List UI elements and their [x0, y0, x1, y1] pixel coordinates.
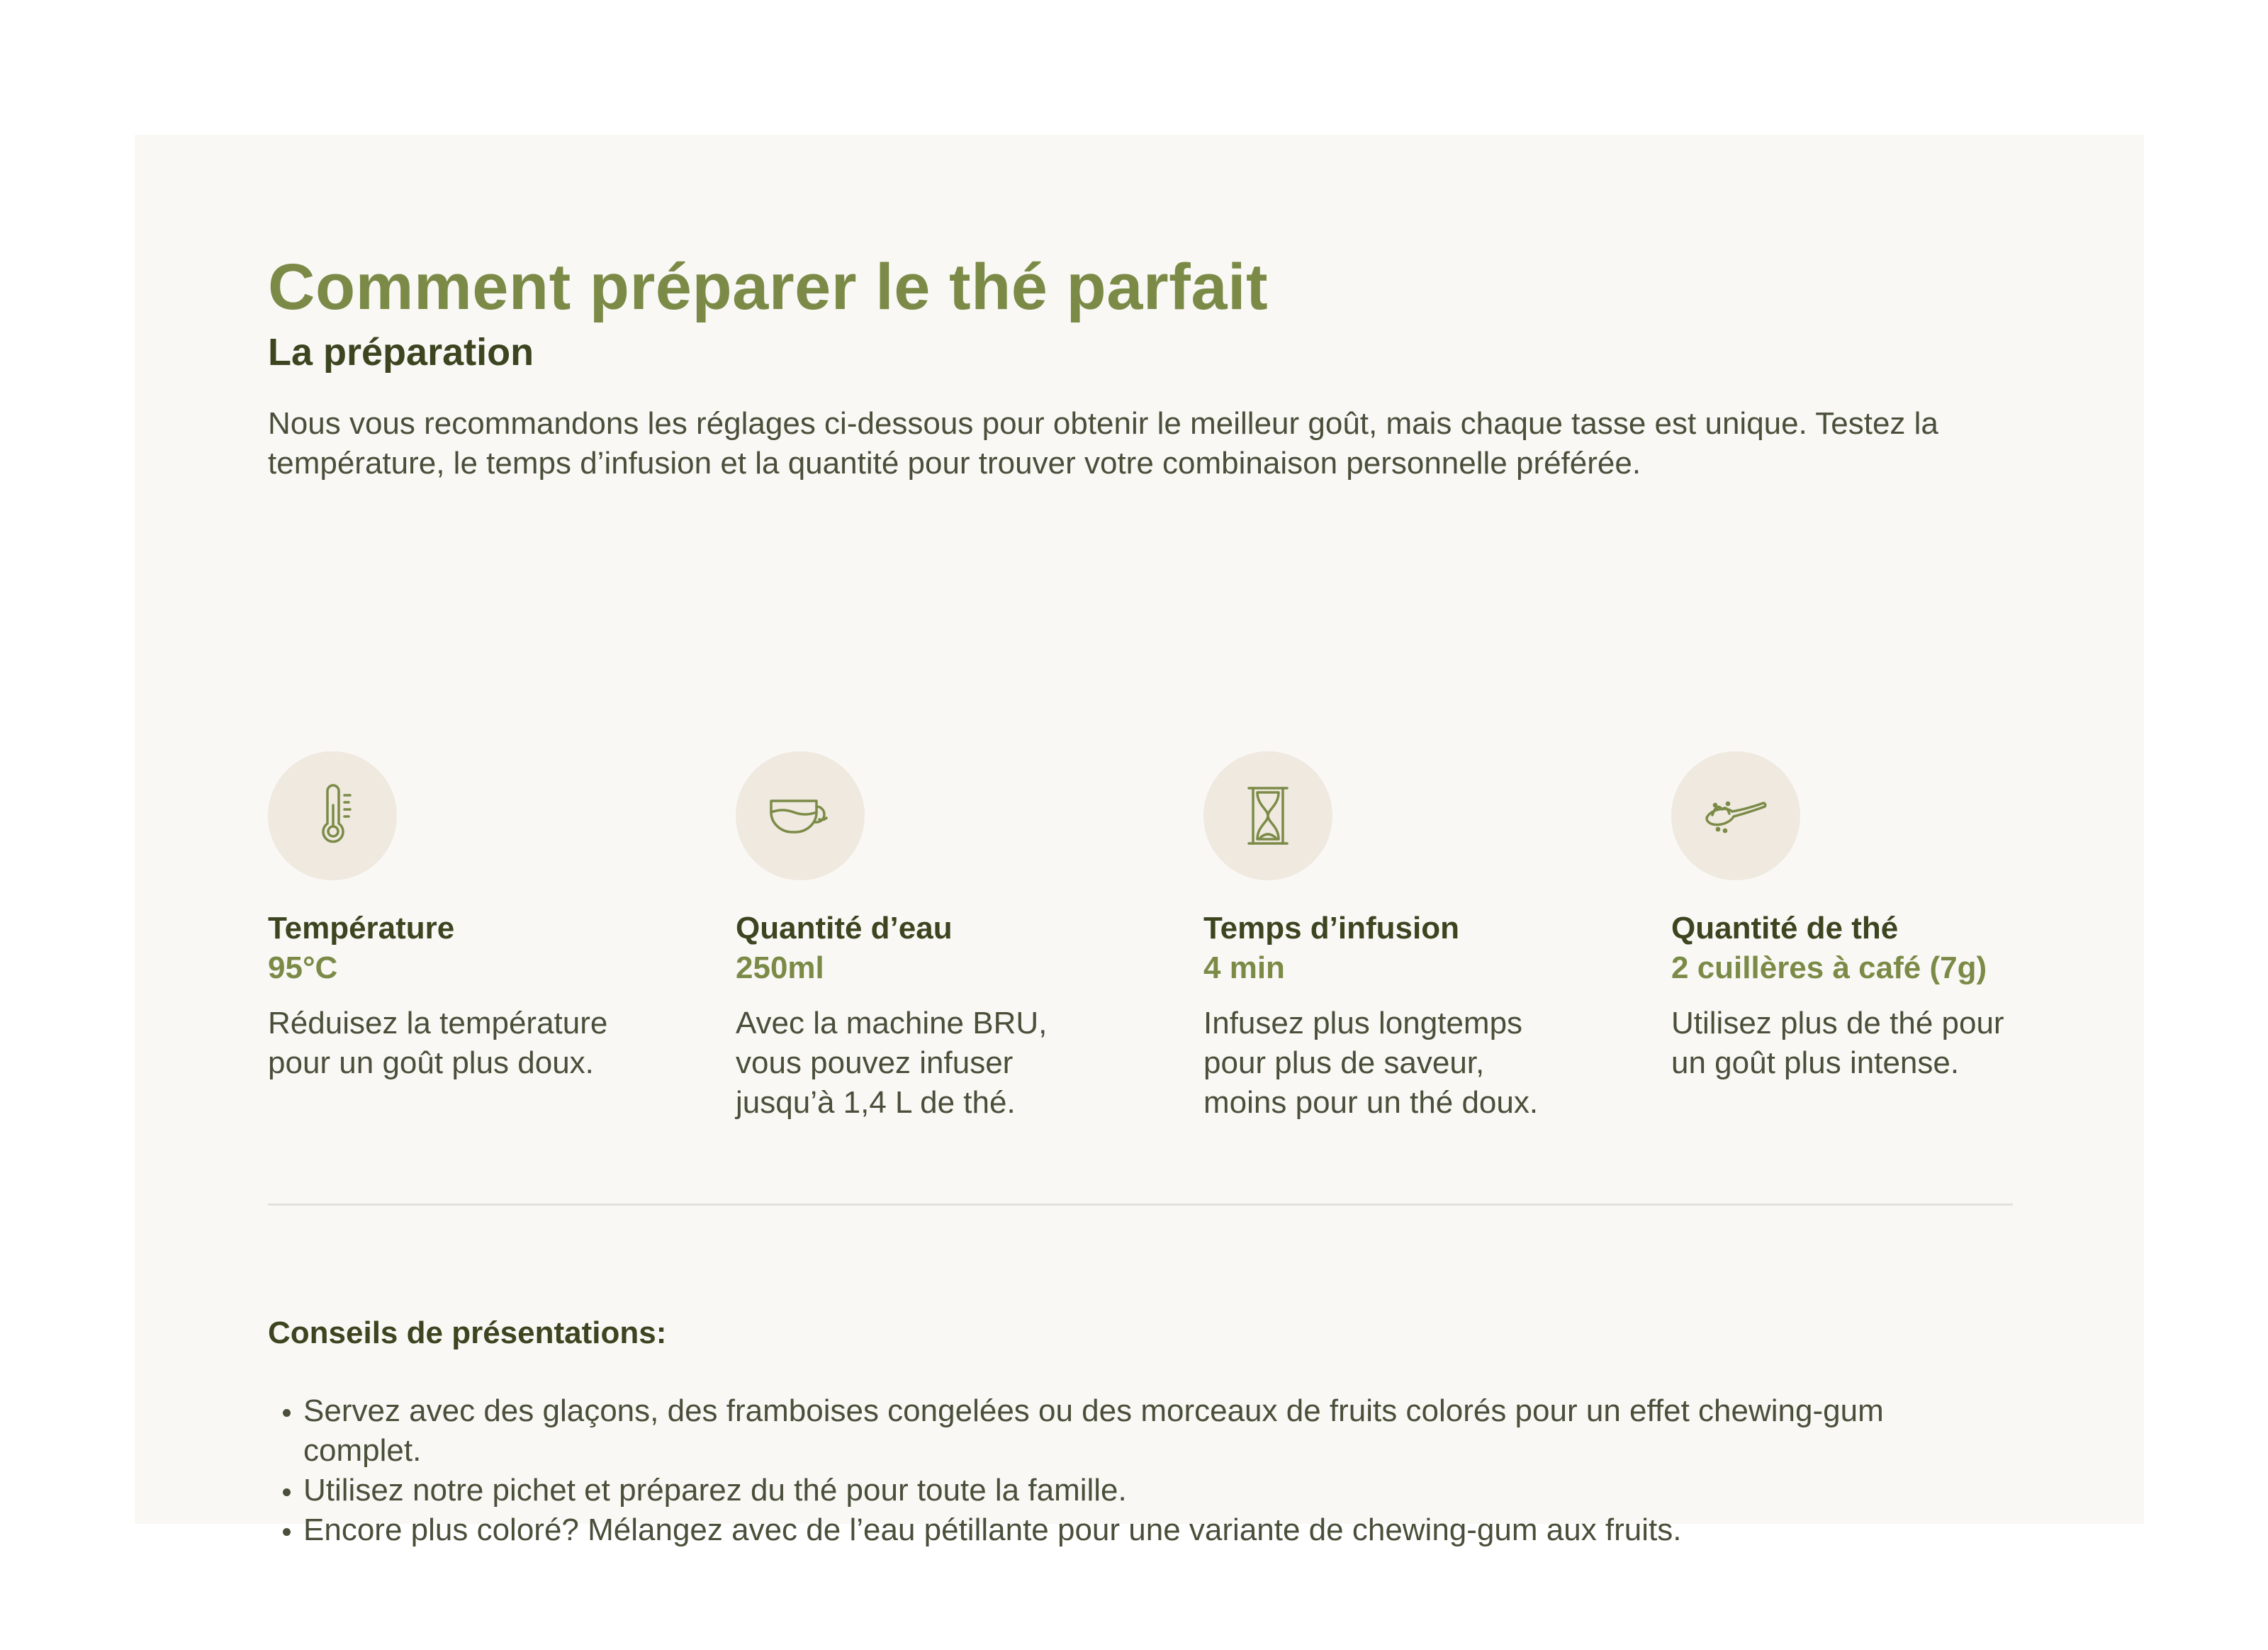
- intro-paragraph: Nous vous recommandons les réglages ci-dessous pour obtenir le meilleur goût, mais chaque tasse est unique. Testez la température, le temps d’infusion et la quantité pour trouver votre combinaison personnelle préférée.: [268, 406, 1938, 481]
- card-infusion-time: [1203, 751, 1586, 1123]
- card-water: [736, 751, 1118, 1123]
- card-label: Temps d’infusion: [1203, 911, 1459, 945]
- card-value: 4 min: [1203, 950, 1285, 985]
- card-tea-amount: [1671, 751, 2054, 1083]
- card-description: Infusez plus longtemps pour plus de saveur, moins pour un thé doux.: [1203, 1006, 1539, 1120]
- card-description: Utilisez plus de thé pour un goût plus intense.: [1671, 1006, 2004, 1080]
- card-value: 2 cuillères à café (7g): [1671, 950, 1987, 985]
- page-title: Comment préparer le thé parfait: [268, 251, 1269, 323]
- card-value: 250ml: [736, 950, 824, 985]
- tips-list: [268, 1391, 1976, 1550]
- content-area: [268, 248, 2013, 1547]
- card-label: Quantité d’eau: [736, 911, 953, 945]
- section-subtitle: La préparation: [268, 331, 534, 374]
- cup-icon: [736, 751, 865, 880]
- card-description: Avec la machine BRU, vous pouvez infuser jusqu’à 1,4 L de thé.: [736, 1006, 1048, 1120]
- hourglass-icon: [1203, 751, 1332, 880]
- card-label: Quantité de thé: [1671, 911, 1899, 945]
- card-value: 95°C: [268, 950, 338, 985]
- preparation-cards: [268, 751, 2013, 1148]
- spoon-icon: [1671, 751, 1800, 880]
- list-item: • Utilisez notre pichet et préparez du thé pour toute la famille.: [303, 1471, 1976, 1510]
- list-item: • Encore plus coloré? Mélangez avec de l’eau pétillante pour une variante de chewing-gum aux fruits.: [303, 1510, 1976, 1550]
- card-label: Température: [268, 911, 455, 945]
- content-panel: [135, 135, 2144, 1547]
- section-divider: [268, 1203, 2013, 1206]
- list-item: • Servez avec des glaçons, des framboises congelées ou des morceaux de fruits colorés pour un effet chewing-gum complet.: [303, 1391, 1976, 1471]
- tips-heading: Conseils de présentations:: [268, 1315, 667, 1350]
- card-description: Réduisez la température pour un goût plus doux.: [268, 1006, 608, 1080]
- card-temperature: [268, 751, 651, 1083]
- thermometer-icon: [268, 751, 397, 880]
